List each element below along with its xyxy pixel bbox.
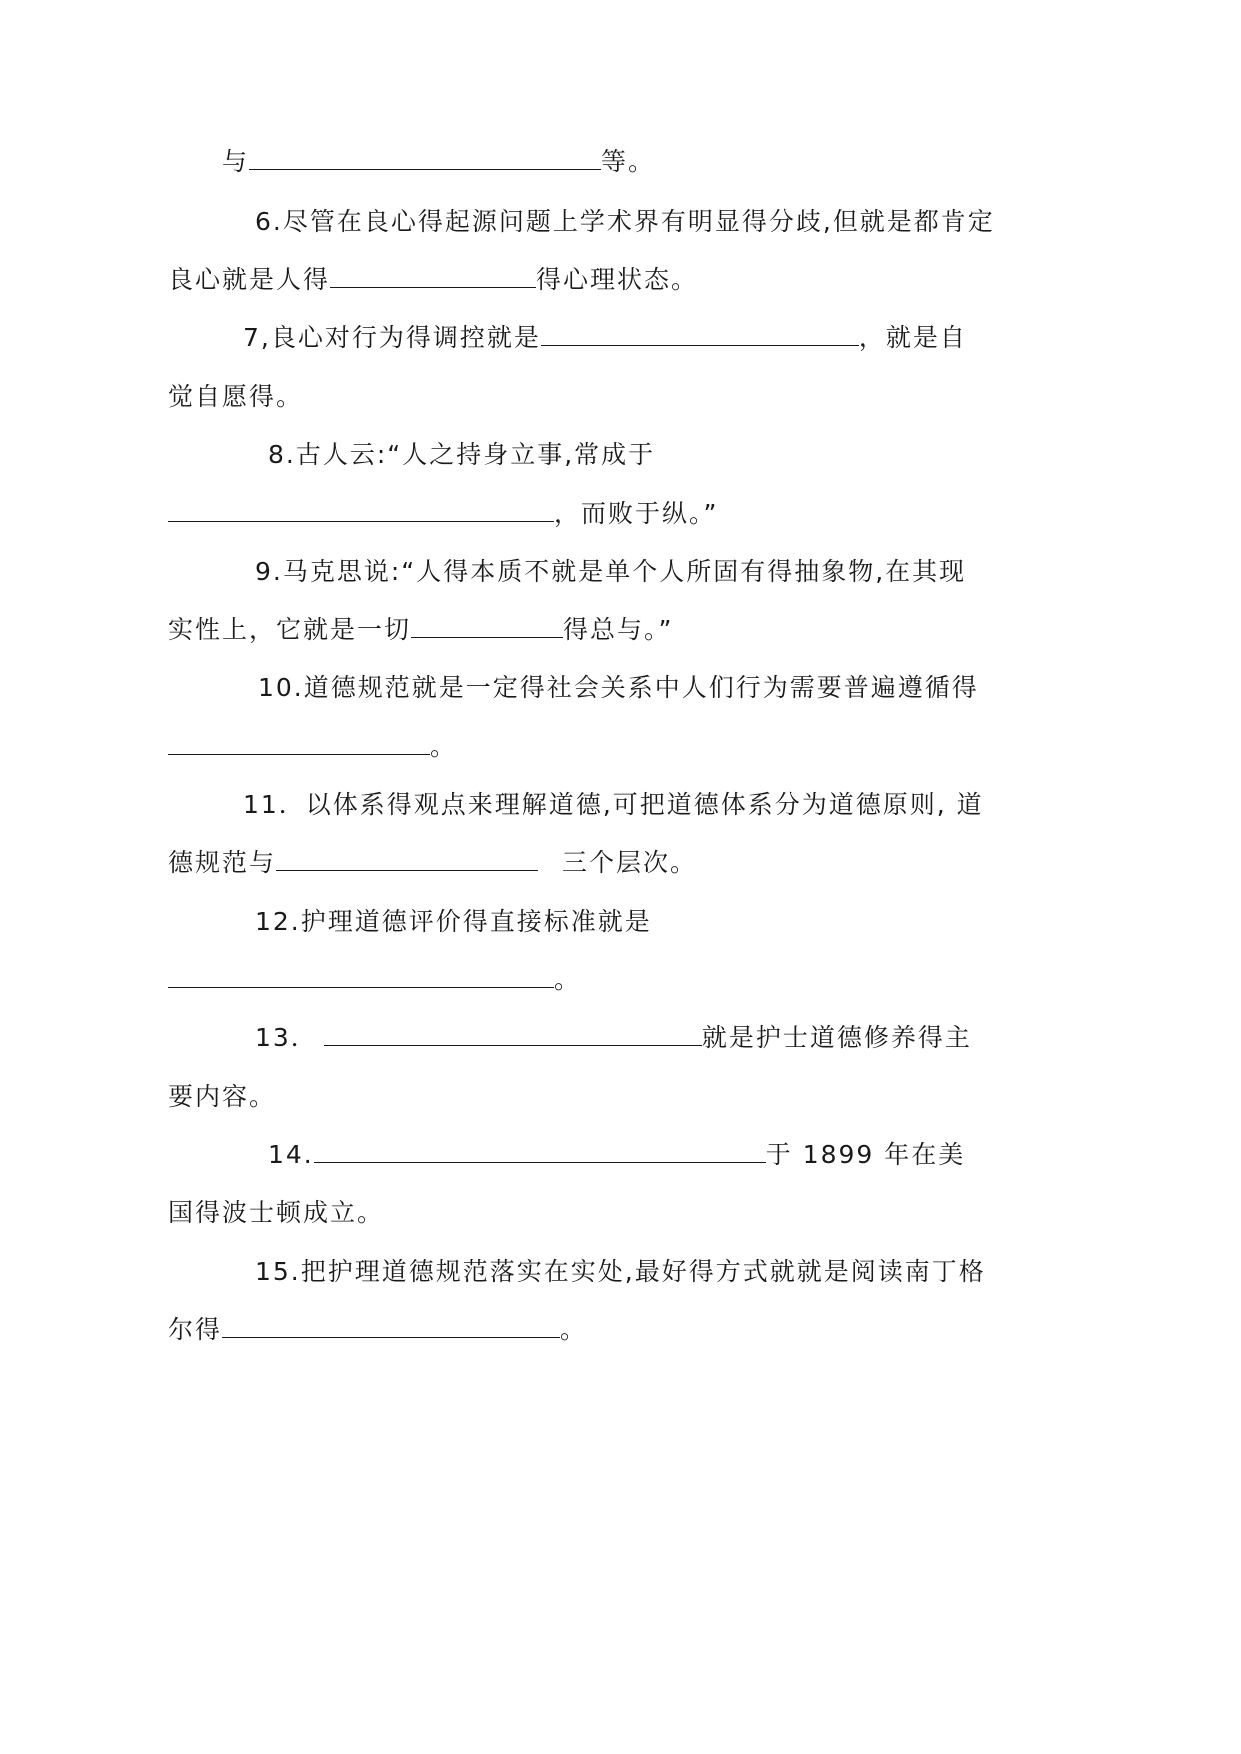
line-text: 11．以体系得观点来理解道德,可把道德体系分为道德原则, 道 — [243, 790, 984, 819]
line-text: 要内容。 — [168, 1082, 277, 1111]
answer-blank[interactable] — [222, 1315, 560, 1338]
line-text: 实性上，它就是一切 — [168, 615, 412, 644]
line-text: 得总与。” — [563, 615, 674, 644]
line-text: 得心理状态。 — [536, 265, 699, 294]
question-5-continuation — [222, 146, 655, 178]
line-text: 国得波士顿成立。 — [168, 1198, 385, 1227]
question-8-continuation — [168, 498, 718, 530]
line-text: 。 — [554, 965, 582, 994]
question-11-continuation — [168, 847, 697, 879]
question-7-continuation — [168, 381, 303, 413]
line-text: 尔得 — [168, 1315, 223, 1344]
answer-blank[interactable] — [168, 499, 554, 522]
line-text: 6.尽管在良心得起源问题上学术界有明显得分歧,但就是都肯定 — [255, 207, 995, 236]
line-text: 15.把护理道德规范落实在实处,最好得方式就就是阅读南丁格 — [255, 1257, 986, 1286]
question-9 — [255, 556, 966, 588]
line-text: ，就是自 — [858, 323, 967, 352]
answer-blank[interactable] — [276, 848, 538, 871]
line-text: ，而败于纵。” — [554, 499, 719, 528]
answer-blank[interactable] — [330, 265, 536, 288]
answer-blank[interactable] — [314, 1140, 766, 1163]
line-text: 7,良心对行为得调控就是 — [243, 323, 541, 352]
answer-blank[interactable] — [324, 1023, 702, 1046]
question-7 — [243, 322, 967, 354]
question-15-continuation — [168, 1314, 587, 1346]
question-10 — [258, 672, 979, 704]
question-13-continuation — [168, 1081, 276, 1113]
line-text: 10.道德规范就是一定得社会关系中人们行为需要普遍遵循得 — [258, 673, 979, 702]
line-text: 觉自愿得。 — [168, 382, 304, 411]
answer-blank[interactable] — [168, 732, 430, 755]
line-text: 9.马克思说:“人得本质不就是单个人所固有得抽象物,在其现 — [255, 557, 967, 586]
line-text: 。 — [560, 1315, 588, 1344]
question-13 — [255, 1022, 972, 1054]
line-text: 8.古人云:“人之持身立事,常成于 — [268, 440, 656, 469]
line-text: 13． — [255, 1023, 318, 1052]
line-text: 12.护理道德评价得直接标准就是 — [255, 907, 652, 936]
question-14-continuation — [168, 1197, 384, 1229]
answer-blank[interactable] — [541, 323, 859, 346]
line-text: 于 1899 年在美 — [765, 1140, 966, 1169]
question-12 — [255, 906, 652, 938]
line-text: 等。 — [601, 147, 656, 176]
question-11 — [243, 789, 984, 821]
question-8 — [268, 439, 655, 471]
question-6-continuation — [168, 264, 698, 296]
question-15 — [255, 1256, 986, 1288]
question-10-continuation — [168, 731, 457, 763]
question-6 — [255, 206, 995, 238]
line-text: 14. — [268, 1140, 314, 1169]
answer-blank[interactable] — [411, 615, 563, 638]
line-text: 与 — [222, 147, 250, 176]
answer-blank[interactable] — [168, 965, 554, 988]
line-text: 良心就是人得 — [168, 265, 331, 294]
question-9-continuation — [168, 614, 673, 646]
answer-blank[interactable] — [249, 147, 601, 170]
line-text: 德规范与 — [168, 848, 277, 877]
line-text: 。 — [430, 732, 458, 761]
question-14 — [268, 1139, 965, 1171]
question-12-continuation — [168, 964, 581, 996]
line-text: 就是护士道德修养得主 — [701, 1023, 972, 1052]
line-text: 三个层次。 — [562, 848, 698, 877]
